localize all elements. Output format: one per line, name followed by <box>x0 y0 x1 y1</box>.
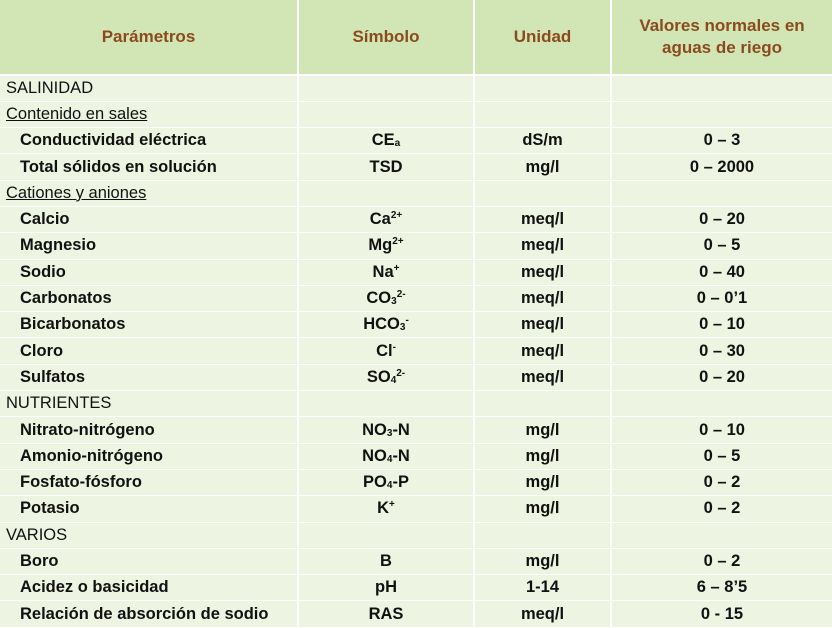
unit-cell <box>474 391 611 417</box>
unit-cell: meq/l <box>474 338 611 364</box>
param-cell: Amonio-nitrógeno <box>0 443 298 469</box>
table-row <box>0 469 832 495</box>
symbol-cell <box>298 285 474 311</box>
symbol-superscript: + <box>393 262 400 274</box>
value-cell <box>611 180 832 206</box>
symbol-base: K <box>377 499 390 518</box>
symbol-superscript: 2- <box>396 289 406 301</box>
table-body <box>0 75 832 627</box>
param-cell: Nitrato-nitrógeno <box>0 417 298 443</box>
symbol-base: pH <box>375 578 397 597</box>
param-cell: Conductividad eléctrica <box>0 128 298 154</box>
value-cell: 0 – 0’1 <box>611 285 832 311</box>
unit-cell <box>474 180 611 206</box>
unit-cell <box>474 101 611 127</box>
symbol-cell <box>298 75 474 101</box>
value-cell: 0 – 20 <box>611 206 832 232</box>
table-row <box>0 364 832 390</box>
value-cell <box>611 101 832 127</box>
symbol-cell <box>298 364 474 390</box>
value-cell: 0 - 15 <box>611 601 832 627</box>
value-cell: 0 – 5 <box>611 443 832 469</box>
symbol-cell <box>298 101 474 127</box>
symbol-superscript: + <box>389 499 395 511</box>
table-row <box>0 285 832 311</box>
value-cell: 0 – 40 <box>611 259 832 285</box>
section-row <box>0 75 832 101</box>
unit-cell <box>474 522 611 548</box>
symbol-subscript: 3 <box>391 296 397 308</box>
table-row <box>0 206 832 232</box>
symbol-cell <box>298 601 474 627</box>
symbol-subscript: 4 <box>386 453 393 465</box>
table-row <box>0 259 832 285</box>
value-cell: 0 – 5 <box>611 233 832 259</box>
param-cell: Calcio <box>0 206 298 232</box>
param-cell: Boro <box>0 548 298 574</box>
symbol-base: NO <box>362 446 387 465</box>
symbol-superscript: 2+ <box>390 210 403 222</box>
symbol-suffix: -N <box>392 446 410 465</box>
symbol-suffix: -N <box>392 420 410 439</box>
symbol-subscript: 3 <box>386 427 393 439</box>
table-row <box>0 548 832 574</box>
symbol-base: Mg <box>368 236 393 255</box>
value-cell: 0 – 2 <box>611 496 832 522</box>
symbol-subscript: 3 <box>399 322 406 334</box>
symbol-cell <box>298 548 474 574</box>
value-cell: 0 – 2 <box>611 548 832 574</box>
unit-cell: mg/l <box>474 443 611 469</box>
param-cell: SALINIDAD <box>0 75 298 101</box>
unit-cell: meq/l <box>474 312 611 338</box>
value-cell: 0 – 30 <box>611 338 832 364</box>
param-cell: Potasio <box>0 496 298 522</box>
table-row <box>0 417 832 443</box>
unit-cell: mg/l <box>474 417 611 443</box>
param-cell: Magnesio <box>0 233 298 259</box>
symbol-cell <box>298 233 474 259</box>
header-unit: Unidad <box>474 0 611 75</box>
symbol-base: Ca <box>369 210 391 229</box>
table-row <box>0 575 832 601</box>
value-cell <box>611 75 832 101</box>
symbol-cell <box>298 496 474 522</box>
value-cell: 6 – 8’5 <box>611 575 832 601</box>
param-cell: Total sólidos en solución <box>0 154 298 180</box>
table-row <box>0 154 832 180</box>
value-cell: 0 – 2 <box>611 469 832 495</box>
param-cell: Sulfatos <box>0 364 298 390</box>
header-values: Valores normales en aguas de riego <box>611 0 832 75</box>
symbol-cell <box>298 206 474 232</box>
unit-cell: dS/m <box>474 128 611 154</box>
value-cell <box>611 391 832 417</box>
symbol-base: PO <box>363 473 387 492</box>
symbol-cell <box>298 417 474 443</box>
table-header <box>0 0 832 75</box>
param-cell: Bicarbonatos <box>0 312 298 338</box>
symbol-cell <box>298 338 474 364</box>
param-cell: Acidez o basicidad <box>0 575 298 601</box>
param-cell: Cloro <box>0 338 298 364</box>
unit-cell: mg/l <box>474 154 611 180</box>
unit-cell: meq/l <box>474 233 611 259</box>
symbol-subscript: a <box>394 138 401 150</box>
symbol-suffix: -P <box>392 473 409 492</box>
unit-cell: 1-14 <box>474 575 611 601</box>
symbol-cell <box>298 522 474 548</box>
section-row <box>0 391 832 417</box>
value-cell: 0 – 20 <box>611 364 832 390</box>
value-cell: 0 – 10 <box>611 312 832 338</box>
symbol-cell <box>298 469 474 495</box>
symbol-superscript: - <box>405 315 409 327</box>
table-row <box>0 233 832 259</box>
symbol-cell <box>298 391 474 417</box>
table-row <box>0 496 832 522</box>
unit-cell: meq/l <box>474 259 611 285</box>
symbol-superscript: 2+ <box>392 236 404 248</box>
value-cell: 0 – 3 <box>611 128 832 154</box>
symbol-base: HCO <box>363 315 400 334</box>
symbol-base: TSD <box>369 157 403 176</box>
unit-cell: mg/l <box>474 496 611 522</box>
header-param: Parámetros <box>0 0 298 75</box>
table-row <box>0 312 832 338</box>
subsection-row <box>0 101 832 127</box>
symbol-cell <box>298 312 474 338</box>
table-row <box>0 443 832 469</box>
symbol-subscript: 4 <box>386 480 393 492</box>
param-cell: Fosfato-fósforo <box>0 469 298 495</box>
param-cell: Relación de absorción de sodio <box>0 601 298 627</box>
symbol-cell <box>298 259 474 285</box>
symbol-base: CE <box>371 131 395 150</box>
symbol-subscript: 4 <box>390 374 397 386</box>
symbol-cell <box>298 443 474 469</box>
param-cell: VARIOS <box>0 522 298 548</box>
param-cell: Sodio <box>0 259 298 285</box>
param-cell: Carbonatos <box>0 285 298 311</box>
unit-cell: meq/l <box>474 601 611 627</box>
unit-cell: meq/l <box>474 285 611 311</box>
value-cell <box>611 522 832 548</box>
symbol-cell <box>298 154 474 180</box>
header-row <box>0 0 832 75</box>
unit-cell: meq/l <box>474 364 611 390</box>
symbol-base: Na <box>372 262 394 281</box>
header-symbol: Símbolo <box>298 0 474 75</box>
value-cell: 0 – 10 <box>611 417 832 443</box>
symbol-base: B <box>380 551 392 570</box>
subsection-row <box>0 180 832 206</box>
unit-cell: mg/l <box>474 548 611 574</box>
symbol-base: Cl <box>376 341 393 360</box>
param-cell: NUTRIENTES <box>0 391 298 417</box>
unit-cell: meq/l <box>474 206 611 232</box>
param-cell: Contenido en sales <box>0 101 298 127</box>
table-row <box>0 601 832 627</box>
symbol-cell <box>298 180 474 206</box>
unit-cell <box>474 75 611 101</box>
symbol-superscript: - <box>392 341 396 353</box>
symbol-cell <box>298 128 474 154</box>
table-row <box>0 338 832 364</box>
symbol-cell <box>298 575 474 601</box>
symbol-base: RAS <box>368 604 404 623</box>
section-row <box>0 522 832 548</box>
value-cell: 0 – 2000 <box>611 154 832 180</box>
symbol-base: SO <box>366 367 391 386</box>
unit-cell: mg/l <box>474 469 611 495</box>
param-cell: Cationes y aniones <box>0 180 298 206</box>
symbol-superscript: 2- <box>396 367 406 379</box>
table-row <box>0 128 832 154</box>
symbol-base: CO <box>366 289 392 308</box>
symbol-base: NO <box>362 420 387 439</box>
